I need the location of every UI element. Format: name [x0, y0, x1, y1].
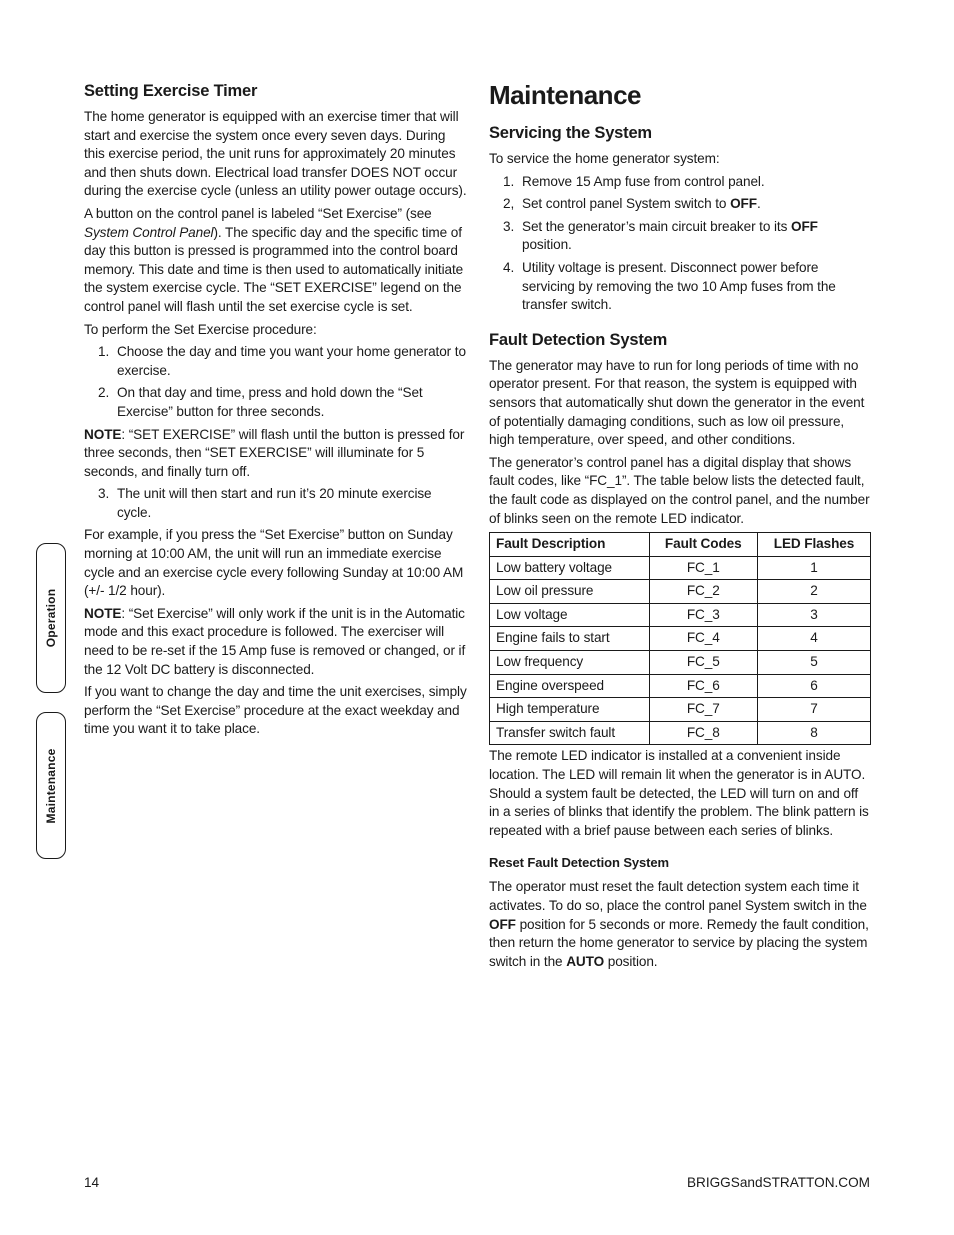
reference-link: System Control Panel — [84, 224, 214, 240]
table-row — [490, 674, 871, 698]
left-column — [84, 80, 468, 743]
column-header: LED Flashes — [757, 533, 870, 557]
table-header-row — [490, 533, 871, 557]
fault-code-cell: FC_2 — [649, 580, 757, 604]
list-item: 3. The unit will then start and run it’s 20 minute exercise cycle. — [98, 486, 432, 520]
paragraph: The remote LED indicator is installed at a convenient inside location. The LED will remain lit when the generator is in AUTO. Should a system fault be detected, the LED will turn on and off in a series of blinks that identify the problem. The blink pattern is repeated with a brief pause between each series of blinks. — [489, 748, 869, 838]
exercise-steps-continued — [84, 485, 468, 522]
fault-description-cell: Low oil pressure — [490, 580, 650, 604]
tab-operation[interactable] — [36, 543, 66, 693]
table-row — [490, 603, 871, 627]
note: NOTE: “SET EXERCISE” will flash until the button is pressed for three seconds, then “SET EXERCISE” will illuminate for 5 seconds, and finally turn off. — [84, 426, 465, 479]
list-item: 3. Set the generator’s main circuit breaker to its OFF position. — [503, 218, 818, 253]
list-item: 1. Remove 15 Amp fuse from control panel. — [503, 173, 765, 189]
fault-description-cell: Low voltage — [490, 603, 650, 627]
fault-description-cell: Engine fails to start — [490, 627, 650, 651]
paragraph: The home generator is equipped with an exercise timer that will start and exercise the system once every seven days. During this exercise period, the unit runs for approximately 20 minutes and then shuts down. Electrical load transfer DOES NOT occur during the exercise cycle (unless an utility power outage occurs). — [84, 109, 467, 199]
right-column — [489, 80, 871, 975]
list-item: 4. Utility voltage is present. Disconnect power before servicing by removing the two 10 Amp fuses from the transfer switch. — [503, 259, 836, 313]
paragraph: A button on the control panel is labeled “Set Exercise” (see System Control Panel). The specific day and the specific time of day this button is pressed is programmed into the control board memory. This date and time is then used to automatically initiate the system exercise cycle. The “SET EXERCISE” legend on the control panel will flash until the set exercise cycle is set. — [84, 205, 464, 314]
table-row — [490, 721, 871, 745]
column-header: Fault Codes — [649, 533, 757, 557]
fault-code-cell: FC_6 — [649, 674, 757, 698]
paragraph: To perform the Set Exercise procedure: — [84, 321, 317, 337]
fault-description-cell: Engine overspeed — [490, 674, 650, 698]
tab-maintenance-label: Maintenance — [44, 748, 58, 823]
fault-description-cell: Low frequency — [490, 651, 650, 675]
paragraph: The operator must reset the fault detection system each time it activates. To do so, place the control panel System switch in the OFF position for 5 seconds or more. Remedy the fault condition, then return the home generator to service by placing the system switch in the AUTO position. — [489, 879, 869, 969]
led-flashes-cell: 7 — [757, 698, 870, 722]
list-item: 2, Set control panel System switch to OFF. — [503, 196, 761, 212]
fault-description-cell: Transfer switch fault — [490, 721, 650, 745]
fault-detection-heading: Fault Detection System — [489, 330, 668, 349]
led-flashes-cell: 8 — [757, 721, 870, 745]
table-row — [490, 580, 871, 604]
column-header: Fault Description — [490, 533, 650, 557]
fault-code-cell: FC_4 — [649, 627, 757, 651]
exercise-steps — [84, 343, 468, 421]
fault-description-cell: High temperature — [490, 698, 650, 722]
fault-code-cell: FC_1 — [649, 556, 757, 580]
paragraph: The generator may have to run for long periods of time with no operator present. For that reason, the system is equipped with sensors that automatically shut down the generator in the event of potentially damaging conditions, such as low oil pressure, high temperature, over speed, and other conditions. — [489, 357, 865, 448]
page-number: 14 — [84, 1175, 100, 1190]
led-flashes-cell: 4 — [757, 627, 870, 651]
servicing-steps — [489, 173, 871, 315]
led-flashes-cell: 1 — [757, 556, 870, 580]
website: BRIGGSandSTRATTON.COM — [686, 1175, 870, 1190]
fault-code-cell: FC_8 — [649, 721, 757, 745]
list-item: 2. On that day and time, press and hold down the “Set Exercise” button for three seconds. — [98, 385, 423, 419]
page-title: Maintenance — [489, 80, 641, 110]
table-row — [490, 651, 871, 675]
servicing-heading: Servicing the System — [489, 124, 652, 142]
tab-maintenance[interactable] — [36, 712, 66, 859]
table-row — [490, 556, 871, 580]
fault-code-cell: FC_3 — [649, 603, 757, 627]
tab-operation-label: Operation — [44, 588, 58, 648]
table-body — [490, 556, 871, 745]
table-row — [490, 627, 871, 651]
led-flashes-cell: 3 — [757, 603, 870, 627]
reset-heading: Reset Fault Detection System — [489, 855, 669, 871]
paragraph: If you want to change the day and time the unit exercises, simply perform the “Set Exercise” procedure at the exact weekday and time you want it to take place. — [84, 684, 467, 737]
led-flashes-cell: 5 — [757, 651, 870, 675]
fault-code-cell: FC_5 — [649, 651, 757, 675]
paragraph: To service the home generator system: — [489, 151, 720, 166]
paragraph: For example, if you press the “Set Exercise” button on Sunday morning at 10:00 AM, the unit will run an immediate exercise cycle and an exercise cycle every following Sunday at 10:00 AM (+/- 1/2 hour). — [84, 527, 464, 599]
led-flashes-cell: 2 — [757, 580, 870, 604]
fault-code-cell: FC_7 — [649, 698, 757, 722]
fault-codes-table — [489, 532, 871, 745]
led-flashes-cell: 6 — [757, 674, 870, 698]
table-row — [490, 698, 871, 722]
note: NOTE: “Set Exercise” will only work if the unit is in the Automatic mode and this exact procedure is followed. The exerciser will need to be re-set if the 15 Amp fuse is removed or changed, or if the 12 Volt DC battery is disconnected. — [84, 605, 466, 677]
fault-description-cell: Low battery voltage — [490, 556, 650, 580]
list-item: 1. Choose the day and time you want your home generator to exercise. — [98, 344, 466, 378]
paragraph: The generator’s control panel has a digital display that shows fault codes, like “FC_1”. The table below lists the detected fault, the fault code as displayed on the control panel, and the number of blinks seen on the remote LED indicator. — [489, 454, 870, 526]
exercise-timer-heading: Setting Exercise Timer — [84, 82, 258, 100]
